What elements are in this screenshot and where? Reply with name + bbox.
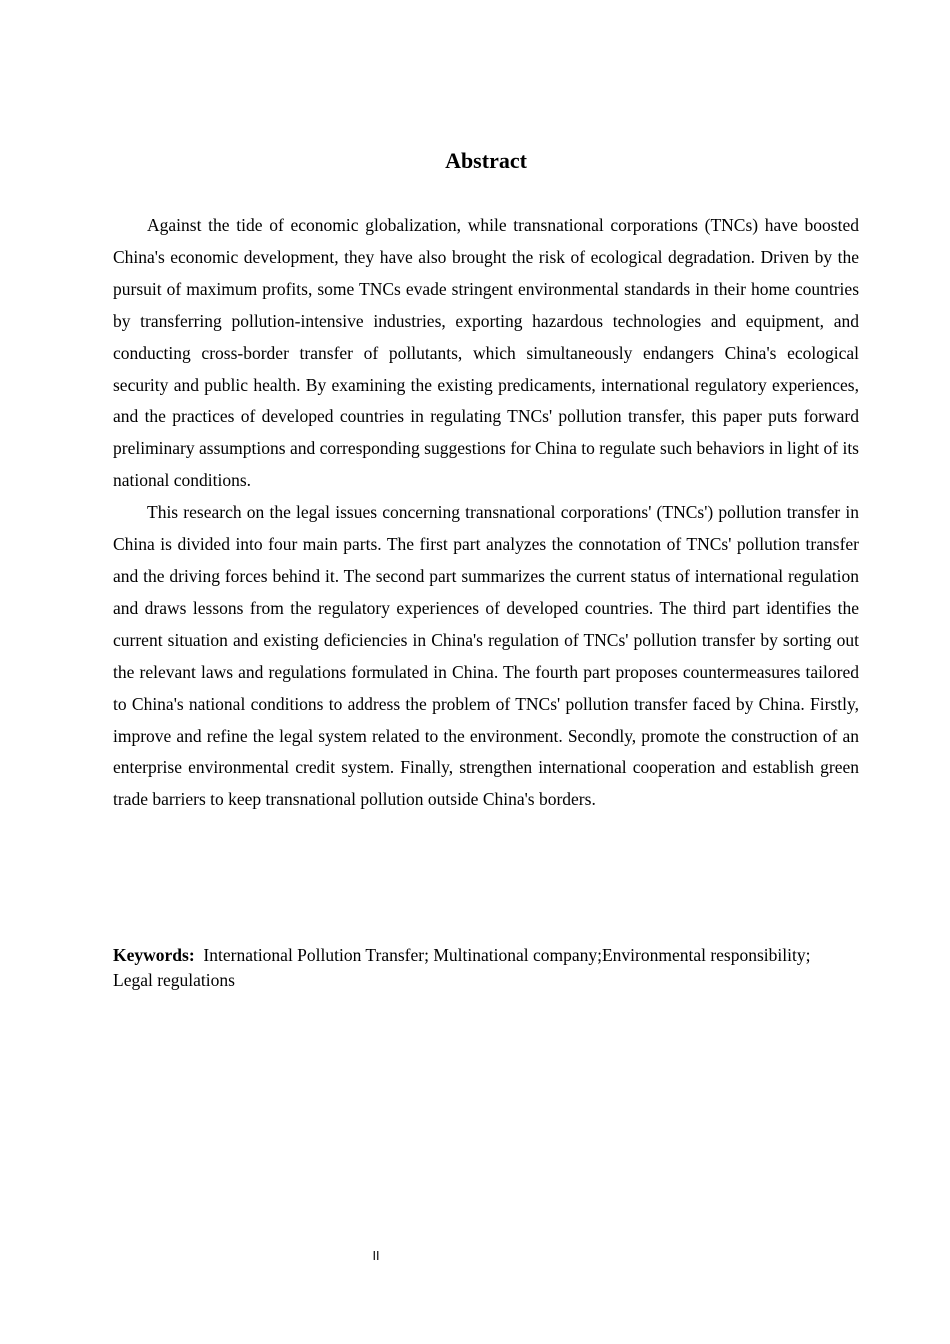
abstract-paragraph-2: This research on the legal issues concerning transnational corporations' (TNCs') pollution transfer in China is divided into four main parts. The first part analyzes the connotation of TNCs' pollution transfer and the driving forces behind it. The second part summarizes the current status of international regulation and draws lessons from the regulatory experiences of developed countries. The third part identifies the current situation and existing deficiencies in China's regulation of TNCs' pollution transfer by sorting out the relevant laws and regulations formulated in China. The fourth part proposes countermeasures tailored to China's national conditions to address the problem of TNCs' pollution transfer faced by China. Firstly, improve and refine the legal system related to the environment. Secondly, promote the construction of an enterprise environmental credit system. Finally, strengthen international cooperation and establish green trade barriers to keep transnational pollution outside China's borders. [113, 502, 859, 810]
abstract-body [113, 210, 859, 816]
abstract-title: Abstract [445, 148, 527, 173]
keywords-label: Keywords: [113, 945, 195, 965]
keywords-line [113, 943, 813, 993]
keywords-text: International Pollution Transfer; Multinational company;Environmental responsibility; Legal regulations [113, 945, 811, 990]
abstract-paragraph-1: Against the tide of economic globalization, while transnational corporations (TNCs) have boosted China's economic development, they have also brought the risk of ecological degradation. Driven by the pursuit of maximum profits, some TNCs evade stringent environmental standards in their home countries by transferring pollution-intensive industries, exporting hazardous technologies and equipment, and conducting cross-border transfer of pollutants, which simultaneously endangers China's ecological security and public health. By examining the existing predicaments, international regulatory experiences, and the practices of developed countries in regulating TNCs' pollution transfer, this paper puts forward preliminary assumptions and corresponding suggestions for China to regulate such behaviors in light of its national conditions. [113, 215, 859, 491]
page-number: II [372, 1249, 380, 1263]
